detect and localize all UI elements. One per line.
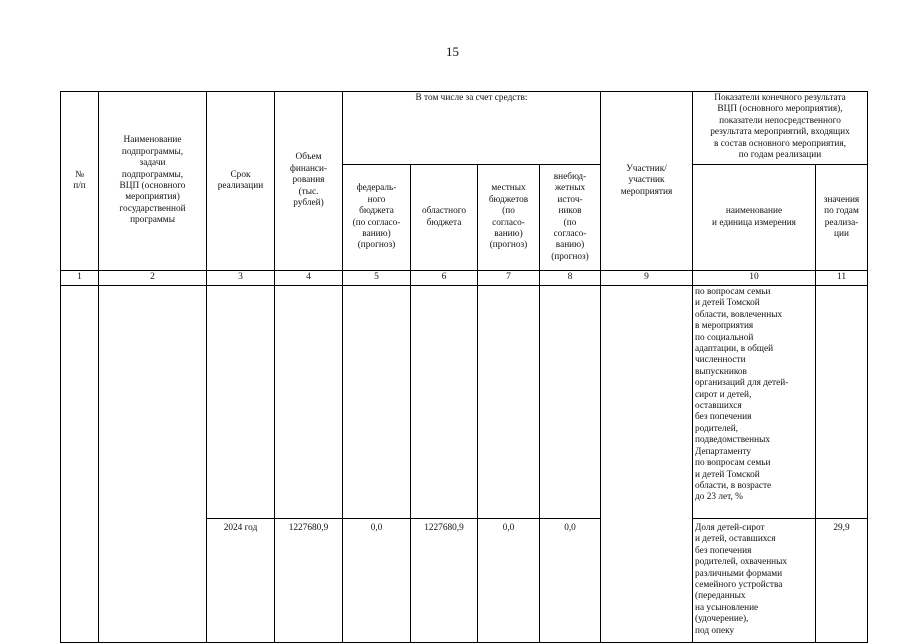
header-volume: Объем финанси- рования (тыс. рублей) bbox=[275, 92, 343, 271]
column-number: 5 bbox=[343, 271, 411, 286]
cell-number bbox=[61, 286, 99, 643]
cell-indicator-name: по вопросам семьи и детей Томской области, вовлеченных в мероприятия по социальной адаптации, в общей численности выпускников организаций для детей- сирот и детей, оставшихся без попечения родителей, подведомственных Департаменту по вопросам семьи и детей Томской области, в возрасте до 23 лет, % bbox=[693, 286, 816, 519]
header-number: № п/п bbox=[61, 92, 99, 271]
cell-name bbox=[99, 286, 207, 643]
cell-local bbox=[478, 286, 540, 519]
header-regional-budget: областного бюджета bbox=[411, 165, 478, 271]
cell-period: 2024 год bbox=[207, 519, 275, 643]
header-name: Наименование подпрограммы, задачи подпрограммы, ВЦП (основного мероприятия) государственной программы bbox=[99, 92, 207, 271]
header-period: Срок реализации bbox=[207, 92, 275, 271]
column-number: 6 bbox=[411, 271, 478, 286]
column-number: 3 bbox=[207, 271, 275, 286]
cell-regional bbox=[411, 286, 478, 519]
header-funds-group: В том числе за счет средств: bbox=[343, 92, 601, 165]
column-number: 4 bbox=[275, 271, 343, 286]
cell-regional: 1227680,9 bbox=[411, 519, 478, 643]
cell-volume bbox=[275, 286, 343, 519]
cell-indicator-value: 29,9 bbox=[816, 519, 868, 643]
cell-participant bbox=[601, 286, 693, 643]
header-indicator-name: наименование и единица измерения bbox=[693, 165, 816, 271]
cell-federal bbox=[343, 286, 411, 519]
cell-period bbox=[207, 286, 275, 519]
header-indicator-values: значения по годам реализа- ции bbox=[816, 165, 868, 271]
cell-indicator-name: Доля детей-сирот и детей, оставшихся без попечения родителей, охваченных различными формами семейного устройства (переданных на усыновление (удочерение), под опеку bbox=[693, 519, 816, 643]
column-number: 10 bbox=[693, 271, 816, 286]
cell-extrabudgetary: 0,0 bbox=[540, 519, 601, 643]
cell-federal: 0,0 bbox=[343, 519, 411, 643]
page-number: 15 bbox=[446, 44, 459, 59]
cell-volume: 1227680,9 bbox=[275, 519, 343, 643]
header-indicators-group: Показатели конечного результата ВЦП (основного мероприятия), показатели непосредственного результата мероприятий, входящих в состав основного мероприятия, по годам реализации bbox=[693, 92, 868, 165]
cell-local: 0,0 bbox=[478, 519, 540, 643]
financing-table bbox=[60, 91, 868, 643]
cell-indicator-value bbox=[816, 286, 868, 519]
header-federal-budget: федераль- ного бюджета (по согласо- ванию) (прогноз) bbox=[343, 165, 411, 271]
column-number: 8 bbox=[540, 271, 601, 286]
header-participant: Участник/ участник мероприятия bbox=[601, 92, 693, 271]
column-number: 1 bbox=[61, 271, 99, 286]
column-number: 9 bbox=[601, 271, 693, 286]
column-number: 2 bbox=[99, 271, 207, 286]
header-local-budgets: местных бюджетов (по согласо- ванию) (прогноз) bbox=[478, 165, 540, 271]
table-row bbox=[61, 286, 868, 519]
column-number: 11 bbox=[816, 271, 868, 286]
header-extrabudgetary: внебюд- жетных источ- ников (по согласо- ванию) (прогноз) bbox=[540, 165, 601, 271]
column-number: 7 bbox=[478, 271, 540, 286]
cell-extrabudgetary bbox=[540, 286, 601, 519]
column-number-row bbox=[61, 271, 868, 286]
